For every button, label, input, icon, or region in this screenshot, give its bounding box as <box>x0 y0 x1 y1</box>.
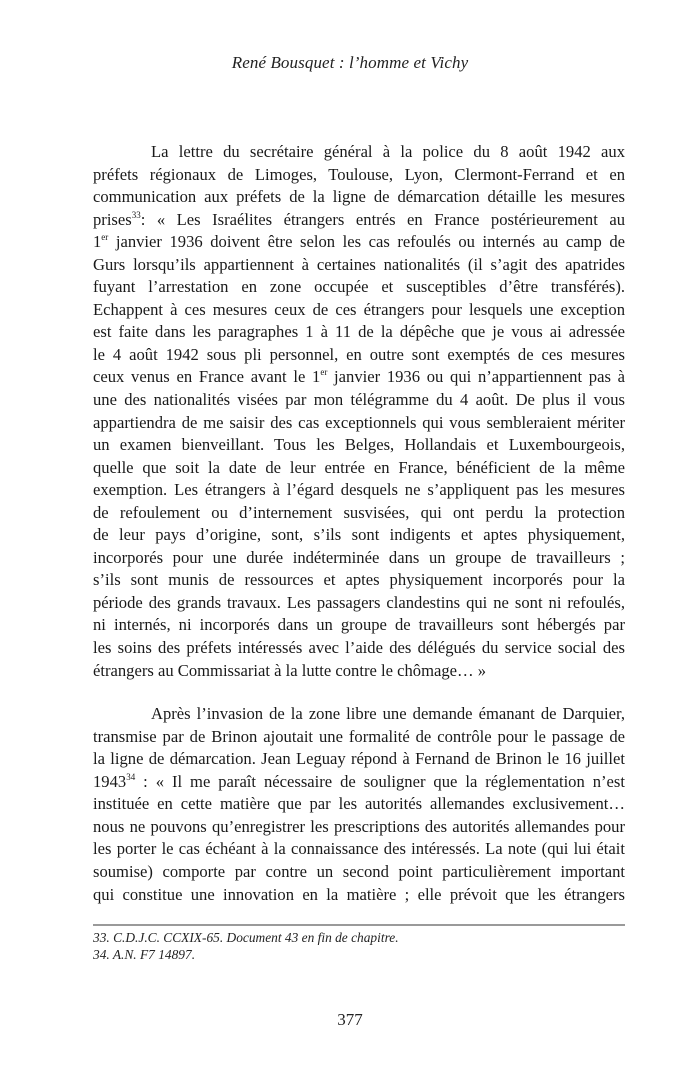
text-line: 1943$^{34}$ : « Il me paraît nécessaire de souligner que la réglementation n’est <box>93 771 625 791</box>
text-line: incorporés pour une durée indéterminée dans un groupe de travailleurs ; <box>93 547 625 567</box>
text-line: Gurs lorsqu’ils appartiennent à certaines nationalités (il s’agit des apatrides <box>93 254 625 274</box>
text-line: 1er janvier 1936 doivent être selon les cas refoulés ou internés au camp de <box>93 232 625 252</box>
text-line: la ligne de démarcation. Jean Leguay répond à Fernand de Brinon le 16 juillet <box>93 749 625 769</box>
text-line: les porter le cas échéant à la connaissance des intéressés. La note (qui lui était <box>93 839 625 859</box>
text-line: instituée en cette matière que par les autorités allemandes exclusivement… <box>93 794 625 814</box>
footnotes <box>93 930 625 963</box>
paragraph-1 <box>93 141 625 682</box>
footnote-33: 33. C.D.J.C. CCXIX-65. Document 43 en fin de chapitre. <box>93 930 399 945</box>
text-line: est faite dans les paragraphes 1 à 11 de la dépêche que je vous ai adressée <box>93 322 625 342</box>
text-line: prises$^{33}$: « Les Israélites étrangers entrés en France postérieurement au <box>93 209 625 229</box>
text-line: de leur pays d’origine, sont, s’ils sont indigents et aptes physiquement, <box>93 525 625 545</box>
text-line: période des grands travaux. Les passagers clandestins qui ne sont ni refoulés, <box>93 592 625 612</box>
text-line: ceux venus en France avant le 1er janvier 1936 ou qui n’appartiennent pas à <box>93 367 625 387</box>
text-line: étrangers au Commissariat à la lutte contre le chômage… » <box>93 660 487 680</box>
text-line: communication aux préfets de la ligne de démarcation détaille les mesures <box>93 187 625 207</box>
text-line: le 4 août 1942 sous pli personnel, en outre sont exemptés de ces mesures <box>93 344 625 364</box>
ordinal-suffix: er <box>320 367 328 378</box>
text-line: s’ils sont munis de ressources et aptes physiquement incorporés pour la <box>93 570 625 590</box>
footnote-ref: 34 <box>126 771 136 782</box>
footnote-ref: 33 <box>131 209 141 220</box>
text-line: une des nationalités visées par mon télégramme du 4 août. De plus il vous <box>93 390 625 410</box>
ordinal-suffix: er <box>101 232 109 243</box>
text-line: exemption. Les étrangers à l’égard desquels ne s’appliquent pas les mesures <box>93 480 625 500</box>
running-head: René Bousquet : l’homme et Vichy <box>231 53 469 72</box>
text-line: ni internés, ni incorporés dans un groupe de travailleurs sont hébergés par <box>93 615 625 635</box>
text-line: de refoulement ou d’internement susvisées, qui ont perdu la protection <box>93 502 625 522</box>
text-line: nous ne pouvons qu’enregistrer les prescriptions des autorités allemandes pour <box>93 816 625 836</box>
text-line: soumise) comporte par contre un second point particulièrement important <box>93 861 625 881</box>
text-line: fuyant l’arrestation en zone occupée et susceptibles d’être transférés). <box>93 277 625 297</box>
text-line: transmise par de Brinon ajoutait une formalité de contrôle pour le passage de <box>93 726 625 746</box>
text-line: préfets régionaux de Limoges, Toulouse, Lyon, Clermont-Ferrand et en <box>93 164 625 184</box>
text-line: qui constitue une innovation en la matière ; elle prévoit que les étrangers <box>93 884 625 904</box>
text-line: La lettre du secrétaire général à la police du 8 août 1942 aux <box>151 142 625 161</box>
text-line: Echappent à ces mesures ceux de ces étrangers pour lesquels une exception <box>93 299 625 319</box>
page-number: 377 <box>337 1010 363 1029</box>
footnote-34: 34. A.N. F7 14897. <box>93 946 196 962</box>
text-line: quelle que soit la date de leur entrée en France, bénéficient de la même <box>93 457 625 477</box>
body-text <box>93 141 625 906</box>
text-line: Après l’invasion de la zone libre une demande émanant de Darquier, <box>151 704 625 724</box>
text-line: un examen bienveillant. Tous les Belges, Hollandais et Luxembourgeois, <box>93 435 625 455</box>
text-line: appartiendra de me saisir des cas exceptionnels qui vous sembleraient mériter <box>93 412 625 432</box>
paragraph-2 <box>93 703 625 906</box>
footnote-separator <box>93 924 625 926</box>
text-line: les soins des préfets intéressés avec l’aide des délégués du service social des <box>93 638 625 658</box>
